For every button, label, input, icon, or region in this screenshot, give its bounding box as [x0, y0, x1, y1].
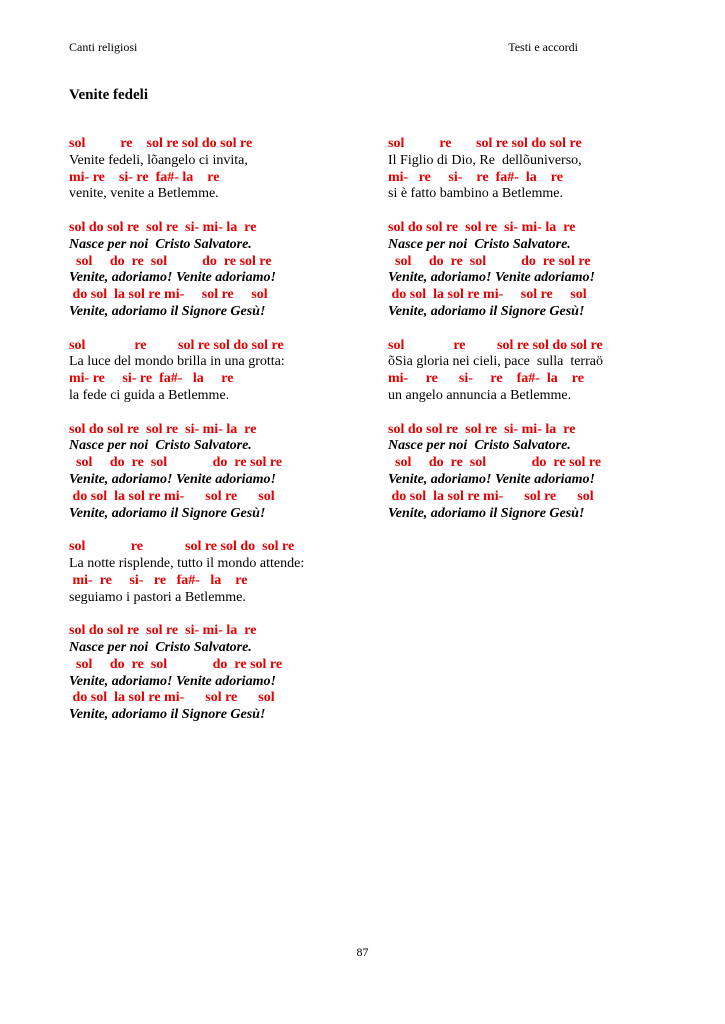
stanza-gap [388, 405, 688, 422]
chord-line: sol re sol re sol do sol re [69, 136, 253, 151]
refrain-line: Venite, adoriamo il Signore Gesù! [69, 707, 266, 723]
refrain-line: Venite, adoriamo! Venite adoriamo! [69, 270, 276, 286]
refrain-line: Nasce per noi Cristo Salvatore. [69, 236, 252, 252]
chord-line: mi- re si- re fa#- la re [69, 169, 220, 185]
refrain-line: Nasce per noi Cristo Salvatore. [388, 236, 571, 252]
chord-line: do sol la sol re mi- sol re sol [69, 287, 268, 303]
chord-line: sol re sol re sol do sol re [69, 539, 295, 555]
chord-line: sol do re sol do re sol re [388, 455, 602, 471]
chord-line: do sol la sol re mi- sol re sol [388, 287, 587, 303]
header-right: Testi e accordi [508, 40, 578, 54]
stanza-gap [69, 321, 369, 338]
chord-line: sol do sol re sol re si- mi- la re [69, 623, 257, 639]
page-number: 87 [356, 945, 369, 959]
chord-line: mi- re si- re fa#- la re [388, 371, 584, 387]
lyric-line: La notte risplende, tutto il mondo attende: [69, 555, 305, 571]
chord-line: sol do re sol do re sol re [69, 656, 283, 672]
lyric-line: la fede ci guida a Betlemme. [69, 387, 230, 403]
stanza [69, 136, 369, 203]
stanza [388, 338, 688, 405]
lyric-line: õSia gloria nei cieli, pace sulla terraö [388, 354, 603, 370]
chord-line: do sol la sol re mi- sol re sol [388, 488, 594, 504]
chord-line: do sol la sol re mi- sol re sol [69, 690, 275, 706]
stanza-gap [69, 203, 369, 220]
lyric-line: venite, venite a Betlemme. [69, 186, 219, 202]
chord-line: sol do re sol do re sol re [388, 253, 591, 269]
refrain-line: Venite, adoriamo! Venite adoriamo! [388, 471, 595, 487]
refrain-line: Nasce per noi Cristo Salvatore. [388, 438, 571, 454]
chord-line: sol re sol re sol do sol re [388, 136, 582, 151]
stanza [69, 338, 369, 405]
refrain-line: Venite, adoriamo! Venite adoriamo! [69, 673, 276, 689]
left-column [69, 136, 369, 724]
refrain-line: Venite, adoriamo il Signore Gesù! [69, 505, 266, 521]
stanza [69, 539, 369, 606]
chord-line: sol do sol re sol re si- mi- la re [388, 421, 576, 437]
chord-line: do sol la sol re mi- sol re sol [69, 488, 275, 504]
stanza-gap [69, 405, 369, 422]
song-title: Venite fedeli [69, 87, 149, 103]
stanza [69, 422, 369, 523]
chord-line: sol do re sol do re sol re [69, 253, 272, 269]
lyric-line: seguiamo i pastori a Betlemme. [69, 589, 246, 605]
lyric-line: un angelo annuncia a Betlemme. [388, 387, 572, 403]
chord-line: sol do sol re sol re si- mi- la re [388, 219, 576, 235]
chord-line: sol do sol re sol re si- mi- la re [69, 219, 257, 235]
refrain-line: Venite, adoriamo il Signore Gesù! [388, 505, 585, 521]
stanza [69, 220, 369, 321]
stanza-gap [69, 606, 369, 623]
refrain-line: Nasce per noi Cristo Salvatore. [69, 438, 252, 454]
refrain-line: Venite, adoriamo! Venite adoriamo! [69, 471, 276, 487]
chord-line: sol re sol re sol do sol re [69, 337, 284, 353]
stanza-gap [388, 203, 688, 220]
lyric-line: Venite fedeli, lõangelo ci invita, [69, 152, 248, 168]
header-left: Canti religiosi [69, 40, 138, 54]
lyric-line: La luce del mondo brilla in una grotta: [69, 354, 285, 370]
refrain-line: Venite, adoriamo! Venite adoriamo! [388, 270, 595, 286]
stanza-gap [388, 321, 688, 338]
chord-line: sol do sol re sol re si- mi- la re [69, 421, 257, 437]
chord-line: sol re sol re sol do sol re [388, 337, 603, 353]
chord-line: mi- re si- re fa#- la re [388, 169, 563, 185]
refrain-line: Venite, adoriamo il Signore Gesù! [69, 303, 266, 319]
refrain-line: Venite, adoriamo il Signore Gesù! [388, 303, 585, 319]
stanza [69, 623, 369, 724]
right-column [388, 136, 688, 522]
stanza [388, 220, 688, 321]
lyric-line: Il Figlio di Dio, Re dellõuniverso, [388, 152, 582, 168]
chord-line: sol do re sol do re sol re [69, 455, 283, 471]
lyric-line: si è fatto bambino a Betlemme. [388, 186, 563, 202]
chord-line: mi- re si- re fa#- la re [69, 572, 248, 588]
stanza-gap [69, 522, 369, 539]
refrain-line: Nasce per noi Cristo Salvatore. [69, 639, 252, 655]
stanza [388, 136, 688, 203]
chord-line: mi- re si- re fa#- la re [69, 371, 234, 387]
stanza [388, 422, 688, 523]
